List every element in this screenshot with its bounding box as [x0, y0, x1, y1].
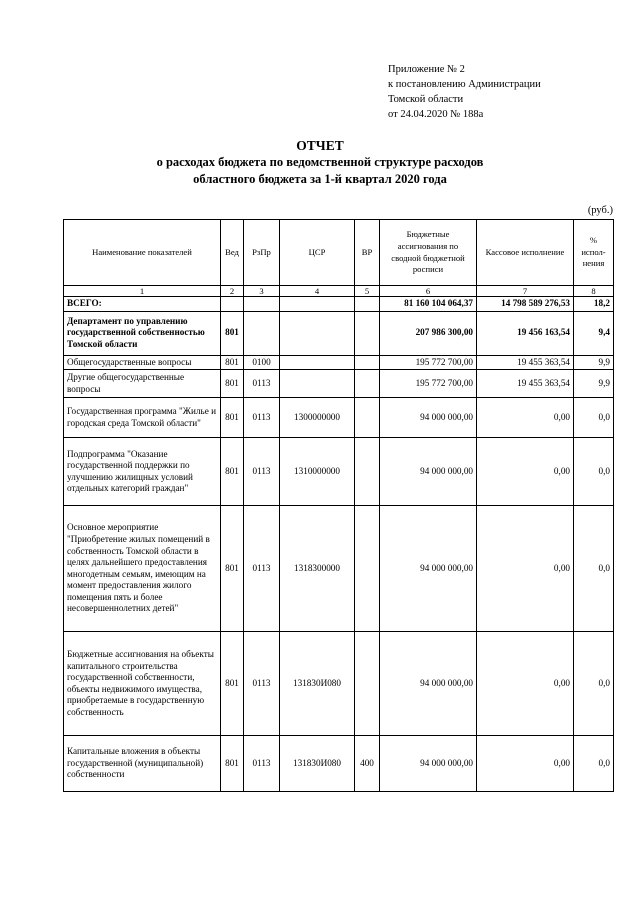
col-num-4: 4	[280, 286, 355, 297]
appendix-line-1: Приложение № 2	[388, 64, 465, 75]
table-cell-pct: 0,0	[574, 736, 614, 792]
table-cell-ved: 801	[221, 311, 244, 355]
table-cell-cash: 0,00	[477, 632, 574, 736]
table-cell-vr	[355, 355, 380, 370]
table-cell-cash: 0,00	[477, 736, 574, 792]
table-cell-name: ВСЕГО:	[64, 297, 221, 312]
report-title-line-1: ОТЧЕТ	[296, 138, 344, 153]
table-row	[64, 398, 614, 438]
table-cell-pct: 9,9	[574, 370, 614, 398]
expenditure-table	[63, 219, 614, 792]
col-num-8: 8	[574, 286, 614, 297]
table-cell-cash: 19 455 363,54	[477, 355, 574, 370]
table-cell-name: Общегосударственные вопросы	[64, 355, 221, 370]
table-cell-ved: 801	[221, 398, 244, 438]
table-cell-pct: 9,4	[574, 311, 614, 355]
table-cell-ved: 801	[221, 370, 244, 398]
table-cell-budget: 94 000 000,00	[380, 398, 477, 438]
table-cell-csr: 1300000000	[280, 398, 355, 438]
report-title-line-2: о расходах бюджета по ведомственной структуре расходов	[156, 155, 484, 169]
table-cell-cash: 0,00	[477, 438, 574, 506]
col-num-2: 2	[221, 286, 244, 297]
col-num-5: 5	[355, 286, 380, 297]
table-row	[64, 355, 614, 370]
header-ved: Вед	[221, 220, 244, 286]
currency-unit: (руб.)	[587, 205, 613, 216]
header-budget: Бюджетные ассигнования по сводной бюджетной росписи	[380, 220, 477, 286]
col-num-3: 3	[244, 286, 280, 297]
table-cell-budget: 94 000 000,00	[380, 438, 477, 506]
table-cell-name: Государственная программа "Жилье и городская среда Томской области"	[64, 398, 221, 438]
table-cell-ved: 801	[221, 736, 244, 792]
table-cell-ved	[221, 297, 244, 312]
table-cell-csr: 1318300000	[280, 506, 355, 632]
col-num-7: 7	[477, 286, 574, 297]
table-cell-csr: 131830И080	[280, 736, 355, 792]
header-rzpr: РзПр	[244, 220, 280, 286]
header-csr: ЦСР	[280, 220, 355, 286]
appendix-line-4: от 24.04.2020 № 188а	[388, 109, 484, 120]
table-row	[64, 438, 614, 506]
table-cell-csr: 131830И080	[280, 632, 355, 736]
table-cell-pct: 0,0	[574, 632, 614, 736]
table-cell-budget: 81 160 104 064,37	[380, 297, 477, 312]
table-cell-budget: 94 000 000,00	[380, 632, 477, 736]
table-cell-pct: 18,2	[574, 297, 614, 312]
table-cell-name: Бюджетные ассигнования на объекты капитального строительства государственной собственности, объекты недвижимого имущества, приобретаемые в государственную собственность	[64, 632, 221, 736]
header-name: Наименование показателей	[64, 220, 221, 286]
table-cell-vr	[355, 398, 380, 438]
table-cell-budget: 195 772 700,00	[380, 355, 477, 370]
table-cell-csr	[280, 355, 355, 370]
table-cell-vr	[355, 438, 380, 506]
table-cell-pct: 9,9	[574, 355, 614, 370]
table-cell-name: Другие общегосударственные вопросы	[64, 370, 221, 398]
table-cell-budget: 195 772 700,00	[380, 370, 477, 398]
table-cell-cash: 0,00	[477, 398, 574, 438]
table-row	[64, 370, 614, 398]
table-cell-cash: 0,00	[477, 506, 574, 632]
table-cell-rzpr	[244, 311, 280, 355]
header-vr: ВР	[355, 220, 380, 286]
col-num-6: 6	[380, 286, 477, 297]
column-number-row	[64, 286, 614, 297]
table-cell-ved: 801	[221, 506, 244, 632]
appendix-note	[388, 62, 541, 122]
appendix-line-2: к постановлению Администрации	[388, 79, 541, 90]
table-cell-rzpr: 0113	[244, 370, 280, 398]
table-cell-budget: 207 986 300,00	[380, 311, 477, 355]
table-cell-pct: 0,0	[574, 506, 614, 632]
table-cell-name: Подпрограмма "Оказание государственной поддержки по улучшению жилищных условий отдельных категорий граждан"	[64, 438, 221, 506]
table-cell-name: Основное мероприятие "Приобретение жилых помещений в собственность Томской области в целях дальнейшего предоставления многодетным семьям, имеющим на момент предоставления жилого помещения пять и более несовершеннолетних детей"	[64, 506, 221, 632]
table-cell-vr	[355, 370, 380, 398]
table-cell-cash: 19 456 163,54	[477, 311, 574, 355]
report-title	[0, 137, 640, 188]
header-cash: Кассовое исполнение	[477, 220, 574, 286]
table-cell-rzpr: 0113	[244, 632, 280, 736]
table-cell-rzpr: 0100	[244, 355, 280, 370]
table-row	[64, 311, 614, 355]
table-cell-csr	[280, 370, 355, 398]
table-row	[64, 632, 614, 736]
table-row	[64, 297, 614, 312]
table-cell-rzpr: 0113	[244, 506, 280, 632]
col-num-1: 1	[64, 286, 221, 297]
table-cell-cash: 14 798 589 276,53	[477, 297, 574, 312]
table-header-row	[64, 220, 614, 286]
table-row	[64, 506, 614, 632]
table-cell-vr	[355, 297, 380, 312]
table-cell-vr	[355, 632, 380, 736]
table-cell-name: Капитальные вложения в объекты государственной (муниципальной) собственности	[64, 736, 221, 792]
table-cell-budget: 94 000 000,00	[380, 736, 477, 792]
table-row	[64, 736, 614, 792]
table-cell-ved: 801	[221, 355, 244, 370]
table-cell-cash: 19 455 363,54	[477, 370, 574, 398]
table-cell-pct: 0,0	[574, 438, 614, 506]
table-cell-rzpr: 0113	[244, 736, 280, 792]
table-cell-budget: 94 000 000,00	[380, 506, 477, 632]
table-cell-ved: 801	[221, 438, 244, 506]
appendix-line-3: Томской области	[388, 94, 464, 105]
report-title-line-3: областного бюджета за 1-й квартал 2020 года	[193, 172, 447, 186]
table-cell-name: Департамент по управлению государственной собственностью Томской области	[64, 311, 221, 355]
table-cell-pct: 0,0	[574, 398, 614, 438]
table-cell-vr	[355, 311, 380, 355]
table-cell-rzpr: 0113	[244, 398, 280, 438]
table-cell-csr	[280, 297, 355, 312]
table-cell-ved: 801	[221, 632, 244, 736]
header-pct: % испол-нения	[574, 220, 614, 286]
table-cell-csr: 1310000000	[280, 438, 355, 506]
table-cell-rzpr	[244, 297, 280, 312]
table-cell-vr: 400	[355, 736, 380, 792]
table-cell-csr	[280, 311, 355, 355]
table-cell-rzpr: 0113	[244, 438, 280, 506]
table-cell-vr	[355, 506, 380, 632]
